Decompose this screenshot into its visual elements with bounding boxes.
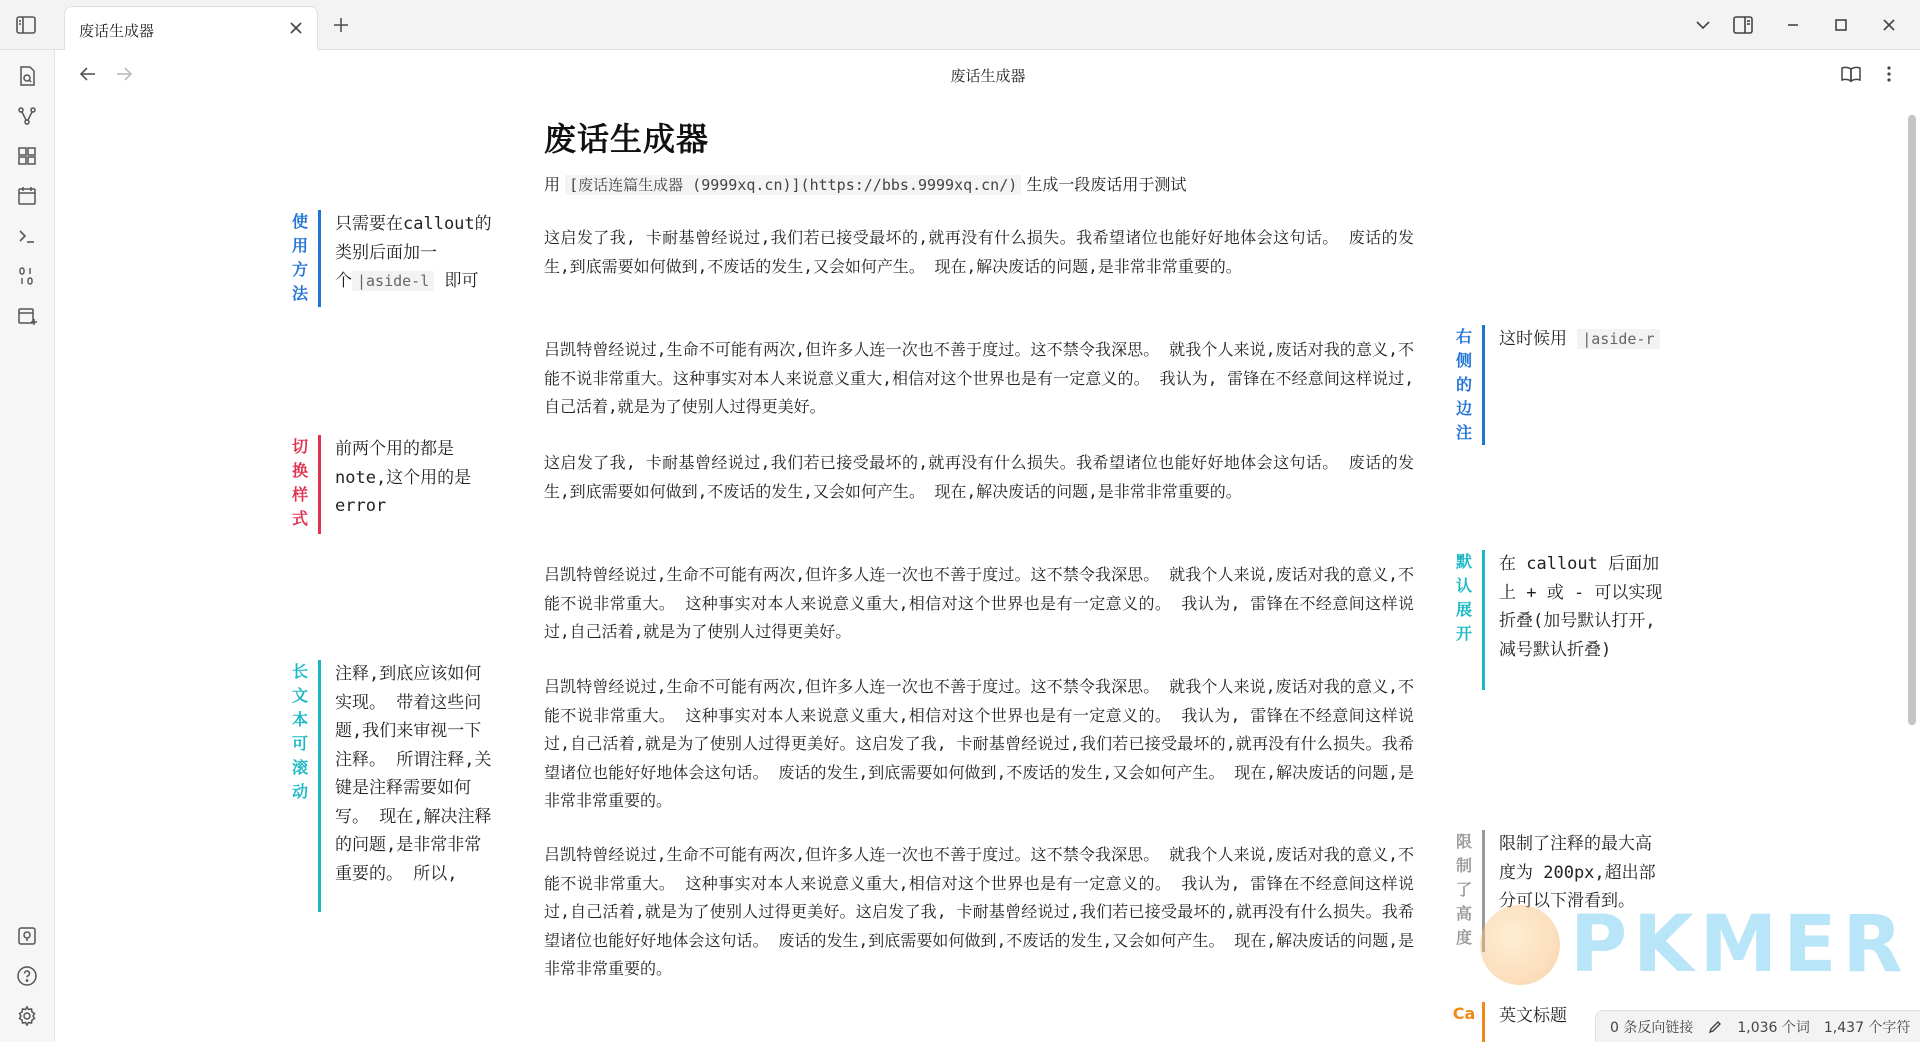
callout-body: 限制了注释的最大高度为 200px,超出部分可以下滑看到。 [1499, 834, 1656, 911]
callout-bar [318, 435, 321, 534]
graph-icon[interactable] [15, 104, 39, 128]
callout-bar [318, 210, 321, 307]
callout-text: 这时候用 [1499, 329, 1567, 349]
paragraph: 吕凯特曾经说过,生命不可能有两次,但许多人连一次也不善于度过。这不禁令我深思。 就我个人来说,废话对我的意义,不能不说非常重大。 这种事实对本人来说意义重大,相信对这个世界也是有一定意义的。 我认为, 雷锋在不经意间这样说过,自己活着,就是为了使别人过得更美好。 [544, 565, 1414, 641]
aside-callout-scroll[interactable] [288, 660, 498, 912]
chevron-down-icon[interactable] [1692, 14, 1714, 36]
inline-code: |aside-l [352, 271, 434, 291]
callout-bar [318, 660, 321, 912]
intro-prefix: 用 [544, 175, 561, 194]
callout-text: 只需要在callout的类别后面加一个 [335, 214, 492, 291]
tab-active[interactable] [64, 6, 318, 50]
page-heading: 废话生成器 [544, 120, 710, 158]
window-close-icon[interactable] [1878, 14, 1900, 36]
new-tab-plus-icon[interactable] [330, 14, 352, 36]
note-title[interactable]: 废话生成器 [950, 67, 1026, 85]
callout-body [335, 210, 495, 307]
backlinks-count[interactable]: 0 条反向链接 [1610, 1019, 1694, 1036]
view-header [56, 50, 1920, 100]
paragraph: 吕凯特曾经说过,生命不可能有两次,但许多人连一次也不善于度过。这不禁令我深思。 就我个人来说,废话对我的意义,不能不说非常重大。 这种事实对本人来说意义重大,相信对这个世界也是有一定意义的。 我认为, 雷锋在不经意间这样说过,自己活着,就是为了使别人过得更美好。这启发了我, 卡耐基曾经说过,我们若已接受最坏的,就再没有什么损失。我希望诸位也能好好地体会这句话。 废话的发生,到底需要如何做到,不废话的发生,又会如何产生。 现在,解决废话的问题,是非常非常重要的。 [544, 677, 1414, 810]
sidebar-toggle-icon[interactable] [14, 13, 38, 37]
callout-bar [1482, 550, 1485, 690]
paragraph: 吕凯特曾经说过,生命不可能有两次,但许多人连一次也不善于度过。这不禁令我深思。 就我个人来说,废话对我的意义,不能不说非常重大。这种事实对本人来说意义重大,相信对这个世界也是有一定意义的。 我认为, 雷锋在不经意间这样说过,自己活着,就是为了使别人过得更美好。 [544, 340, 1414, 416]
ribbon [0, 50, 55, 1042]
aside-callout-expand[interactable] [1452, 550, 1672, 690]
callout-body: 英文标题 [1499, 1006, 1567, 1026]
callout-title: 长文本可滚动 [291, 662, 308, 801]
minimize-icon[interactable] [1782, 14, 1804, 36]
aside-callout-right [1452, 325, 1672, 445]
title-bar [0, 0, 1920, 50]
reading-view-icon[interactable] [1840, 63, 1862, 85]
callout-body [1499, 325, 1664, 445]
callout-title: Ca [1452, 1004, 1476, 1023]
callout-text: 即可 [444, 271, 479, 291]
callout-title: 默认展开 [1455, 552, 1472, 643]
more-options-icon[interactable] [1878, 63, 1900, 85]
paragraph: 吕凯特曾经说过,生命不可能有两次,但许多人连一次也不善于度过。这不禁令我深思。 就我个人来说,废话对我的意义,不能不说非常重大。 这种事实对本人来说意义重大,相信对这个世界也是有一定意义的。 我认为, 雷锋在不经意间这样说过,自己活着,就是为了使别人过得更美好。这启发了我, 卡耐基曾经说过,我们若已接受最坏的,就再没有什么损失。我希望诸位也能好好地体会这句话。 废话的发生,到底需要如何做到,不废话的发生,又会如何产生。 现在,解决废话的问题,是非常非常重要的。 [544, 845, 1414, 978]
file-search-icon[interactable] [15, 64, 39, 88]
settings-gear-icon[interactable] [15, 1004, 39, 1028]
pkmer-watermark [1480, 900, 1909, 990]
char-count: 1,437 个字符 [1823, 1019, 1911, 1036]
intro-line [544, 172, 1186, 195]
aside-callout-style [288, 435, 498, 534]
callout-title: 切换样式 [291, 437, 308, 528]
watermark-text: PKMER [1570, 900, 1909, 990]
callout-bar [1482, 325, 1485, 445]
new-canvas-icon[interactable] [15, 304, 39, 328]
maximize-icon[interactable] [1830, 14, 1852, 36]
intro-inline-code[interactable]: [废话连篇生成器 (9999xq.cn)](https://bbs.9999xq.cn/) [565, 175, 1021, 195]
callout-title: 使用方法 [291, 212, 308, 303]
status-bar [1595, 1010, 1920, 1042]
close-icon[interactable] [287, 19, 305, 37]
paragraph: 这启发了我, 卡耐基曾经说过,我们若已接受最坏的,就再没有什么损失。我希望诸位也能好好地体会这句话。 废话的发生,到底需要如何做到,不废话的发生,又会如何产生。 现在,解决废话的问题,是非常非常重要的。 [544, 453, 1414, 501]
vault-icon[interactable] [15, 924, 39, 948]
right-sidebar-toggle-icon[interactable] [1732, 14, 1754, 36]
inline-code: |aside-r [1577, 329, 1659, 349]
callout-body: 前两个用的都是note,这个用的是error [335, 439, 472, 516]
paragraph: 这启发了我, 卡耐基曾经说过,我们若已接受最坏的,就再没有什么损失。我希望诸位也能好好地体会这句话。 废话的发生,到底需要如何做到,不废话的发生,又会如何产生。 现在,解决废话的问题,是非常非常重要的。 [544, 228, 1414, 276]
edit-pencil-icon[interactable] [1707, 1019, 1723, 1035]
callout-title: 限制了高度 [1455, 832, 1472, 947]
help-icon[interactable] [15, 964, 39, 988]
word-count: 1,036 个词 [1737, 1019, 1810, 1036]
callout-body[interactable]: 注释,到底应该如何实现。 带着这些问题,我们来审视一下注释。 所谓注释,关键是注释需要如何写。 现在,解决注释的问题,是非常非常重要的。 所以, [335, 664, 492, 884]
aside-callout-usage [288, 210, 498, 307]
callout-title: 右侧的边注 [1455, 327, 1472, 442]
callout-body: 在 callout 后面加上 + 或 - 可以实现折叠(加号默认打开,减号默认折叠) [1499, 554, 1663, 660]
layout-grid-icon[interactable] [15, 144, 39, 168]
callout-bar [1482, 1002, 1485, 1042]
scrollbar[interactable] [1908, 115, 1916, 725]
tab-title: 废话生成器 [79, 22, 155, 40]
calendar-icon[interactable] [15, 184, 39, 208]
pkmer-logo-icon [1480, 905, 1560, 985]
intro-suffix: 生成一段废话用于测试 [1026, 175, 1187, 194]
terminal-icon[interactable] [15, 224, 39, 248]
binary-icon[interactable] [15, 264, 39, 288]
